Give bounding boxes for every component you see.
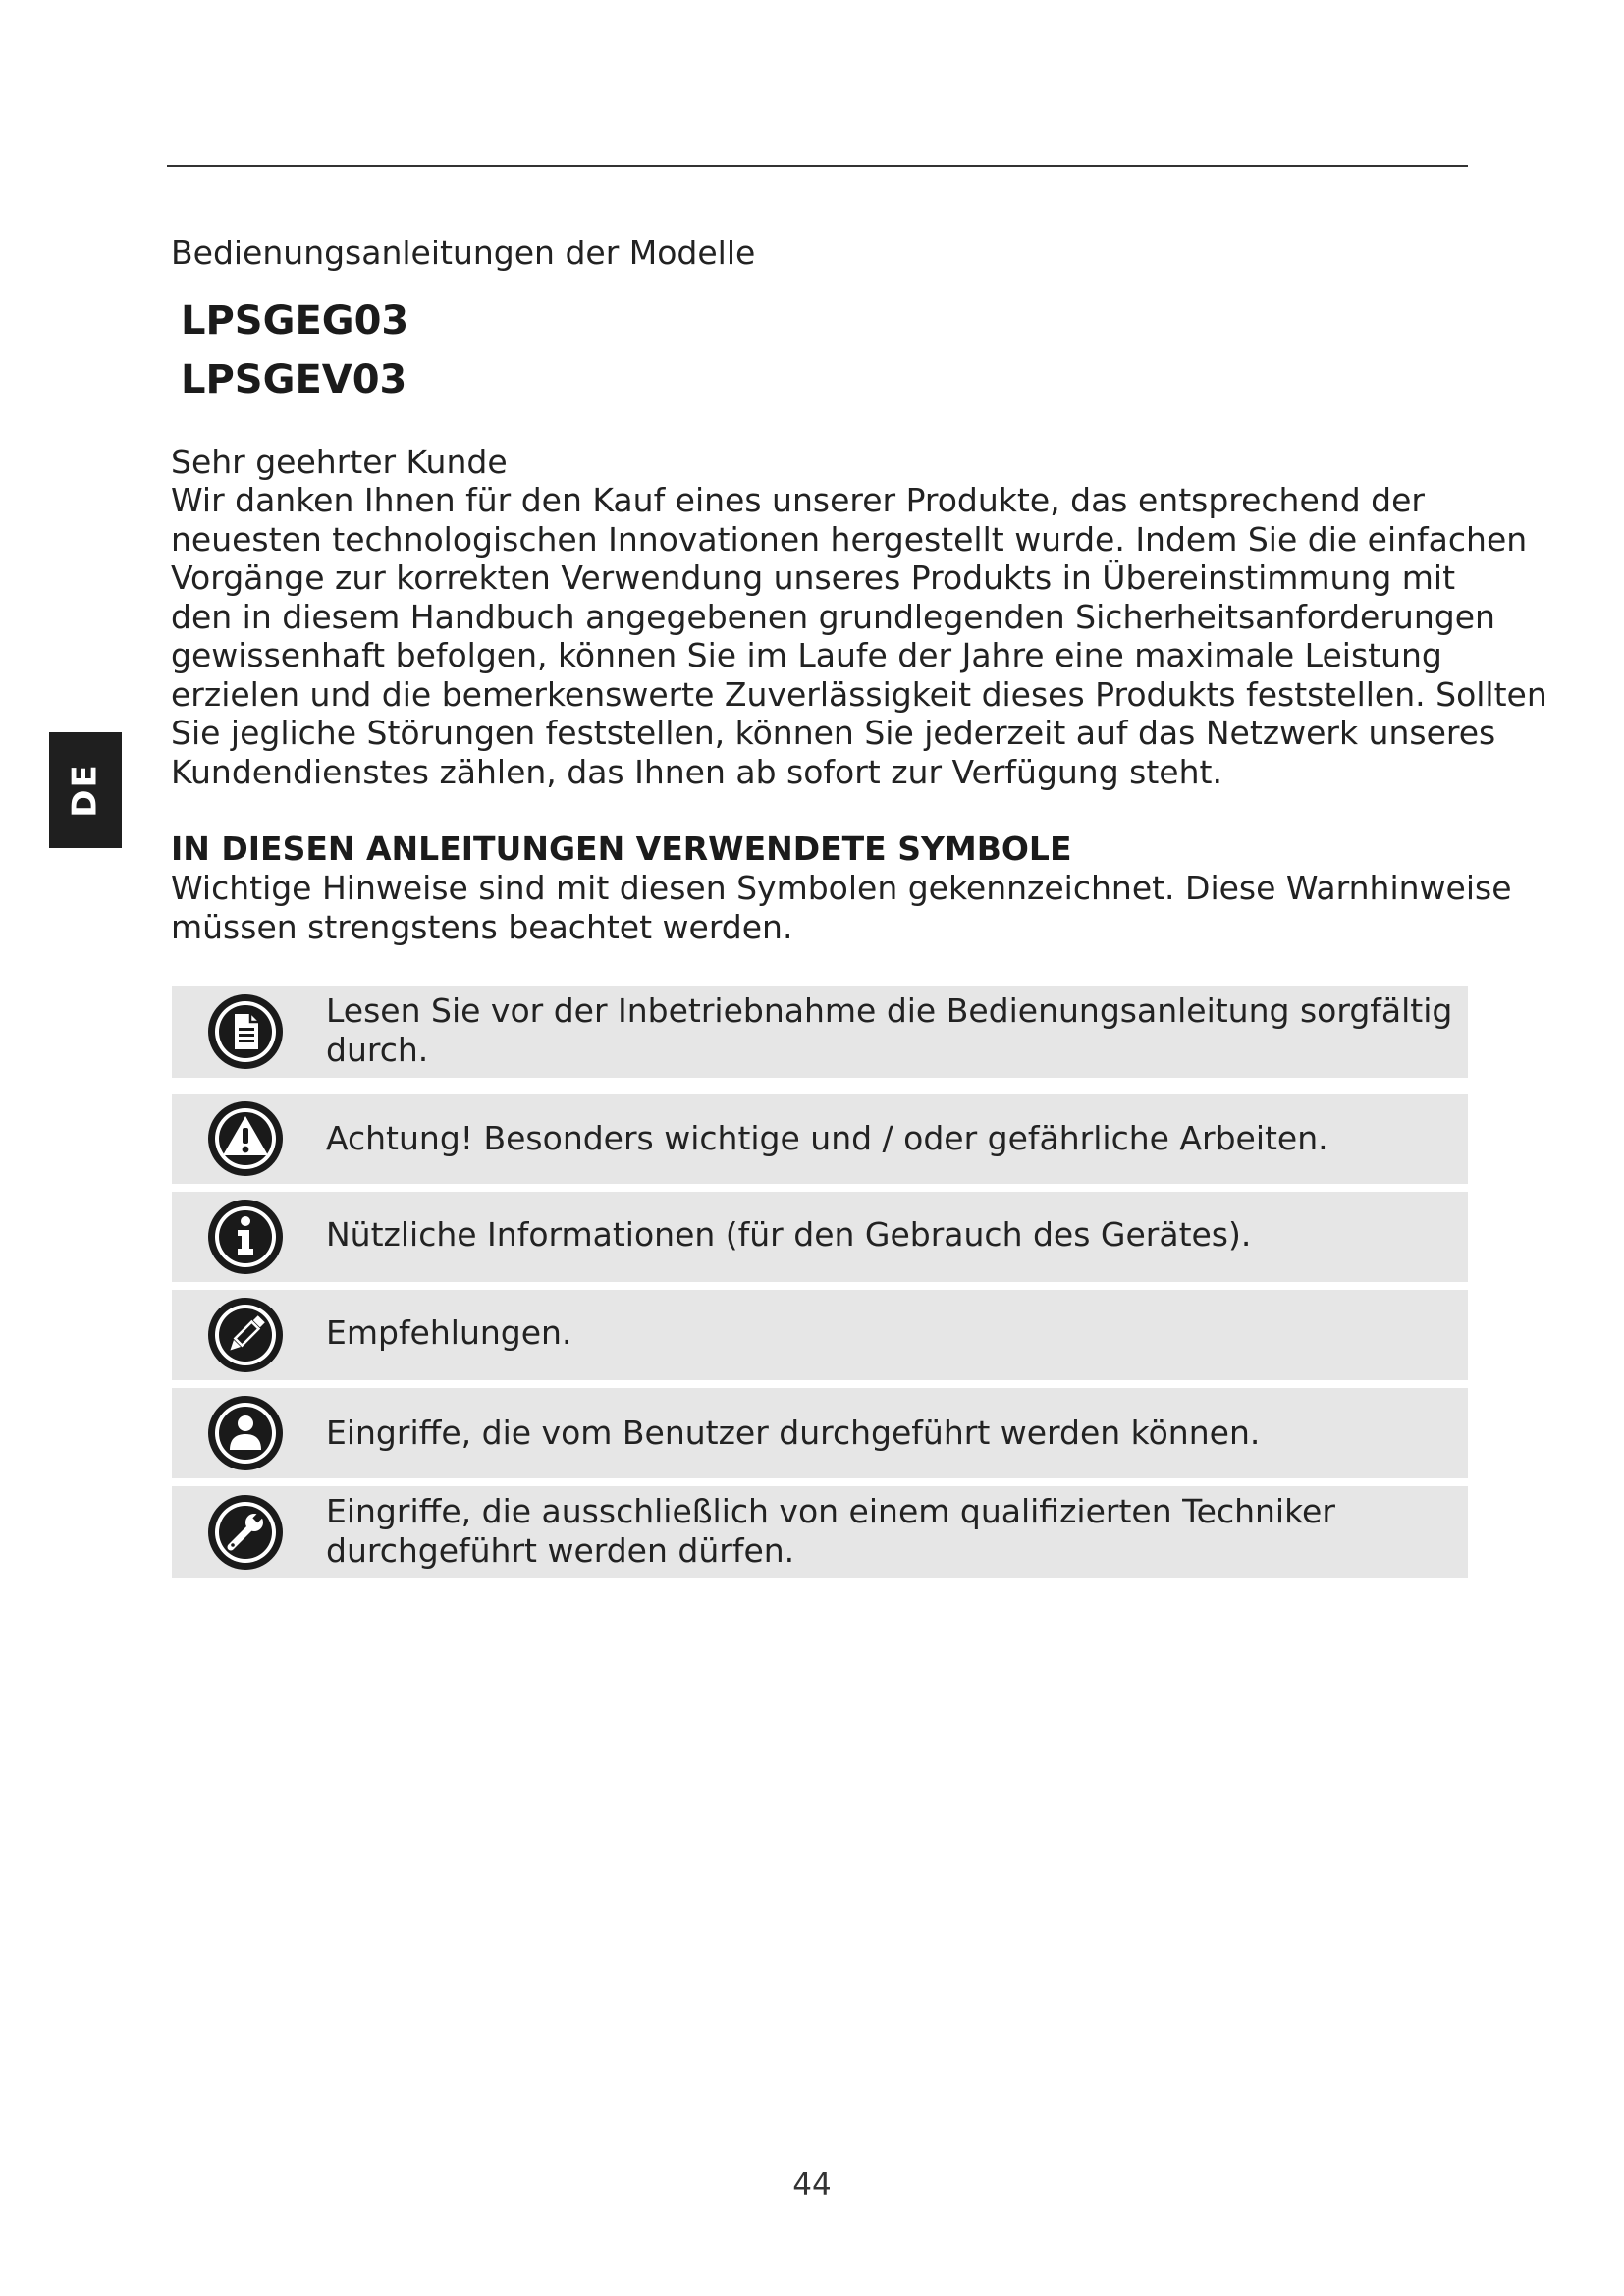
intro-line: den in diesem Handbuch angegebenen grundlegenden Sicherheitsanforderungen (171, 597, 1495, 636)
symbol-row (172, 1192, 1468, 1282)
symbol-row (172, 1486, 1468, 1578)
model-name: LPSGEG03 (181, 298, 409, 344)
symbol-row (172, 986, 1468, 1078)
intro-line: Vorgänge zur korrekten Verwendung unseres Produkts in Übereinstimmung mit (171, 559, 1456, 597)
intro-line: Kundendienstes zählen, das Ihnen ab sofort zur Verfügung steht. (171, 752, 1222, 791)
warning-icon (206, 1099, 285, 1178)
symbol-description (326, 1119, 1328, 1158)
symbol-description-line: Nützliche Informationen (für den Gebrauch des Gerätes). (326, 1215, 1252, 1254)
intro-paragraph (171, 481, 1547, 791)
document-icon (206, 992, 285, 1071)
intro-line: Wir danken Ihnen für den Kauf eines unserer Produkte, das entsprechend der (171, 481, 1425, 519)
intro-line: gewissenhaft befolgen, können Sie im Laufe der Jahre eine maximale Leistung (171, 636, 1442, 674)
greeting: Sehr geehrter Kunde (171, 443, 508, 481)
symbol-description (326, 1313, 571, 1353)
symbol-description-line: Lesen Sie vor der Inbetriebnahme die Bedienungsanleitung sorgfältig (326, 991, 1453, 1030)
symbol-description (326, 1492, 1335, 1571)
symbol-description-line: durchgeführt werden dürfen. (326, 1531, 795, 1570)
symbol-description (326, 1414, 1260, 1453)
language-tab (49, 732, 122, 848)
manual-subtitle: Bedienungsanleitungen der Modelle (171, 234, 756, 272)
symbol-description (326, 1215, 1251, 1255)
header-rule (167, 165, 1468, 167)
language-tab-label: DE (65, 763, 105, 818)
symbol-description-line: Achtung! Besonders wichtige und / oder gefährliche Arbeiten. (326, 1119, 1328, 1157)
intro-line: Sie jegliche Störungen feststellen, können Sie jederzeit auf das Netzwerk unseres (171, 714, 1496, 752)
symbols-intro-line: Wichtige Hinweise sind mit diesen Symbolen gekennzeichnet. Diese Warnhinweise (171, 869, 1512, 907)
symbol-description-line: Empfehlungen. (326, 1313, 572, 1352)
wrench-icon (206, 1493, 285, 1572)
symbols-heading: IN DIESEN ANLEITUNGEN VERWENDETE SYMBOLE (171, 829, 1072, 868)
pencil-icon (206, 1296, 285, 1374)
symbol-row (172, 1094, 1468, 1184)
symbol-row (172, 1388, 1468, 1478)
symbol-description-line: durch. (326, 1031, 429, 1069)
intro-line: neuesten technologischen Innovationen hergestellt wurde. Indem Sie die einfachen (171, 519, 1528, 559)
symbol-description-line: Eingriffe, die ausschließlich von einem qualifizierten Techniker (326, 1492, 1335, 1530)
page-number: 44 (792, 2167, 832, 2203)
intro-line: erzielen und die bemerkenswerte Zuverlässigkeit dieses Produkts feststellen. Sollten (171, 674, 1547, 714)
symbol-description-line: Eingriffe, die vom Benutzer durchgeführt werden können. (326, 1414, 1261, 1452)
symbols-intro (171, 869, 1512, 947)
user-icon (206, 1394, 285, 1472)
symbols-intro-line: müssen strengstens beachtet werden. (171, 908, 793, 946)
info-icon (206, 1198, 285, 1276)
symbol-row (172, 1290, 1468, 1380)
symbol-description (326, 991, 1452, 1070)
model-name: LPSGEV03 (181, 357, 407, 402)
